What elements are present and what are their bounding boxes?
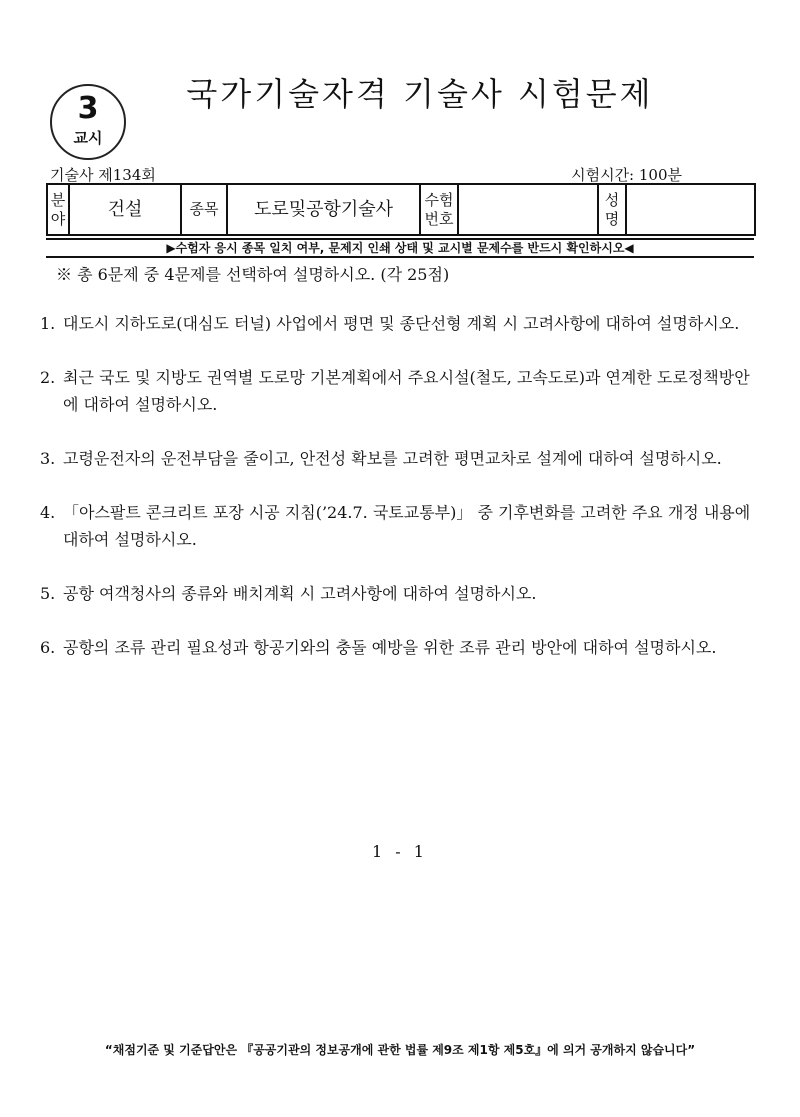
notice-bar: ▶수험자 응시 종목 일치 여부, 문제지 인쇄 상태 및 교시별 문제수를 반드시 확인하시오◀ bbox=[46, 238, 754, 258]
instruction: ※ 총 6문제 중 4문제를 선택하여 설명하시오. (각 25점) bbox=[56, 265, 450, 284]
question-number: 3. bbox=[40, 449, 56, 468]
question-item bbox=[40, 445, 760, 472]
question-item bbox=[40, 634, 760, 661]
footer-disclaimer: “채점기준 및 기준답안은 『공공기관의 정보공개에 관한 법률 제9조 제1항 제5호』에 의거 공개하지 않습니다” bbox=[104, 1043, 696, 1057]
question-number: 4. bbox=[40, 503, 56, 522]
page-number: 1 - 1 bbox=[372, 842, 428, 861]
question-text: 공항의 조류 관리 필요성과 항공기와의 충돌 예방을 위한 조류 관리 방안에 대하여 설명하시오. bbox=[63, 638, 717, 657]
question-number: 2. bbox=[40, 368, 56, 387]
session-label: 교시 bbox=[73, 129, 103, 147]
question-number: 6. bbox=[40, 638, 56, 657]
name-field[interactable] bbox=[626, 184, 755, 235]
question-number: 1. bbox=[40, 314, 56, 333]
question-list bbox=[40, 310, 760, 688]
category-value: 도로및공항기술사 bbox=[227, 184, 420, 235]
field-value: 건설 bbox=[69, 184, 181, 235]
category-label: 종목 bbox=[181, 184, 227, 235]
question-text: 공항 여객청사의 종류와 배치계획 시 고려사항에 대하여 설명하시오. bbox=[63, 584, 537, 603]
question-text: 최근 국도 및 지방도 권역별 도로망 기본계획에서 주요시설(철도, 고속도로)과 연계한 도로정책방안에 대하여 설명하시오. bbox=[63, 368, 750, 414]
question-item bbox=[40, 310, 760, 337]
question-item bbox=[40, 364, 760, 418]
name-label: 성명 bbox=[598, 184, 626, 235]
question-text: 대도시 지하도로(대심도 터널) 사업에서 평면 및 종단선형 계획 시 고려사항에 대하여 설명하시오. bbox=[63, 314, 740, 333]
question-number: 5. bbox=[40, 584, 56, 603]
exam-number-field[interactable] bbox=[458, 184, 598, 235]
exam-time: 시험시간: 100분 bbox=[571, 166, 682, 184]
question-text: 고령운전자의 운전부담을 줄이고, 안전성 확보를 고려한 평면교차로 설계에 대하여 설명하시오. bbox=[63, 449, 722, 468]
field-label: 분야 bbox=[47, 184, 69, 235]
question-text: 「아스팔트 콘크리트 포장 시공 지침(’24.7. 국토교통부)」 중 기후변화를 고려한 주요 개정 내용에 대하여 설명하시오. bbox=[63, 503, 751, 549]
page-title: 국가기술자격 기술사 시험문제 bbox=[186, 75, 654, 113]
exam-round: 기술사 제134회 bbox=[50, 166, 156, 184]
session-badge bbox=[50, 84, 126, 160]
exam-info-table bbox=[46, 183, 756, 236]
question-item bbox=[40, 499, 760, 553]
session-number: 3 bbox=[77, 91, 99, 126]
question-item bbox=[40, 580, 760, 607]
exam-number-label: 수험번호 bbox=[420, 184, 458, 235]
